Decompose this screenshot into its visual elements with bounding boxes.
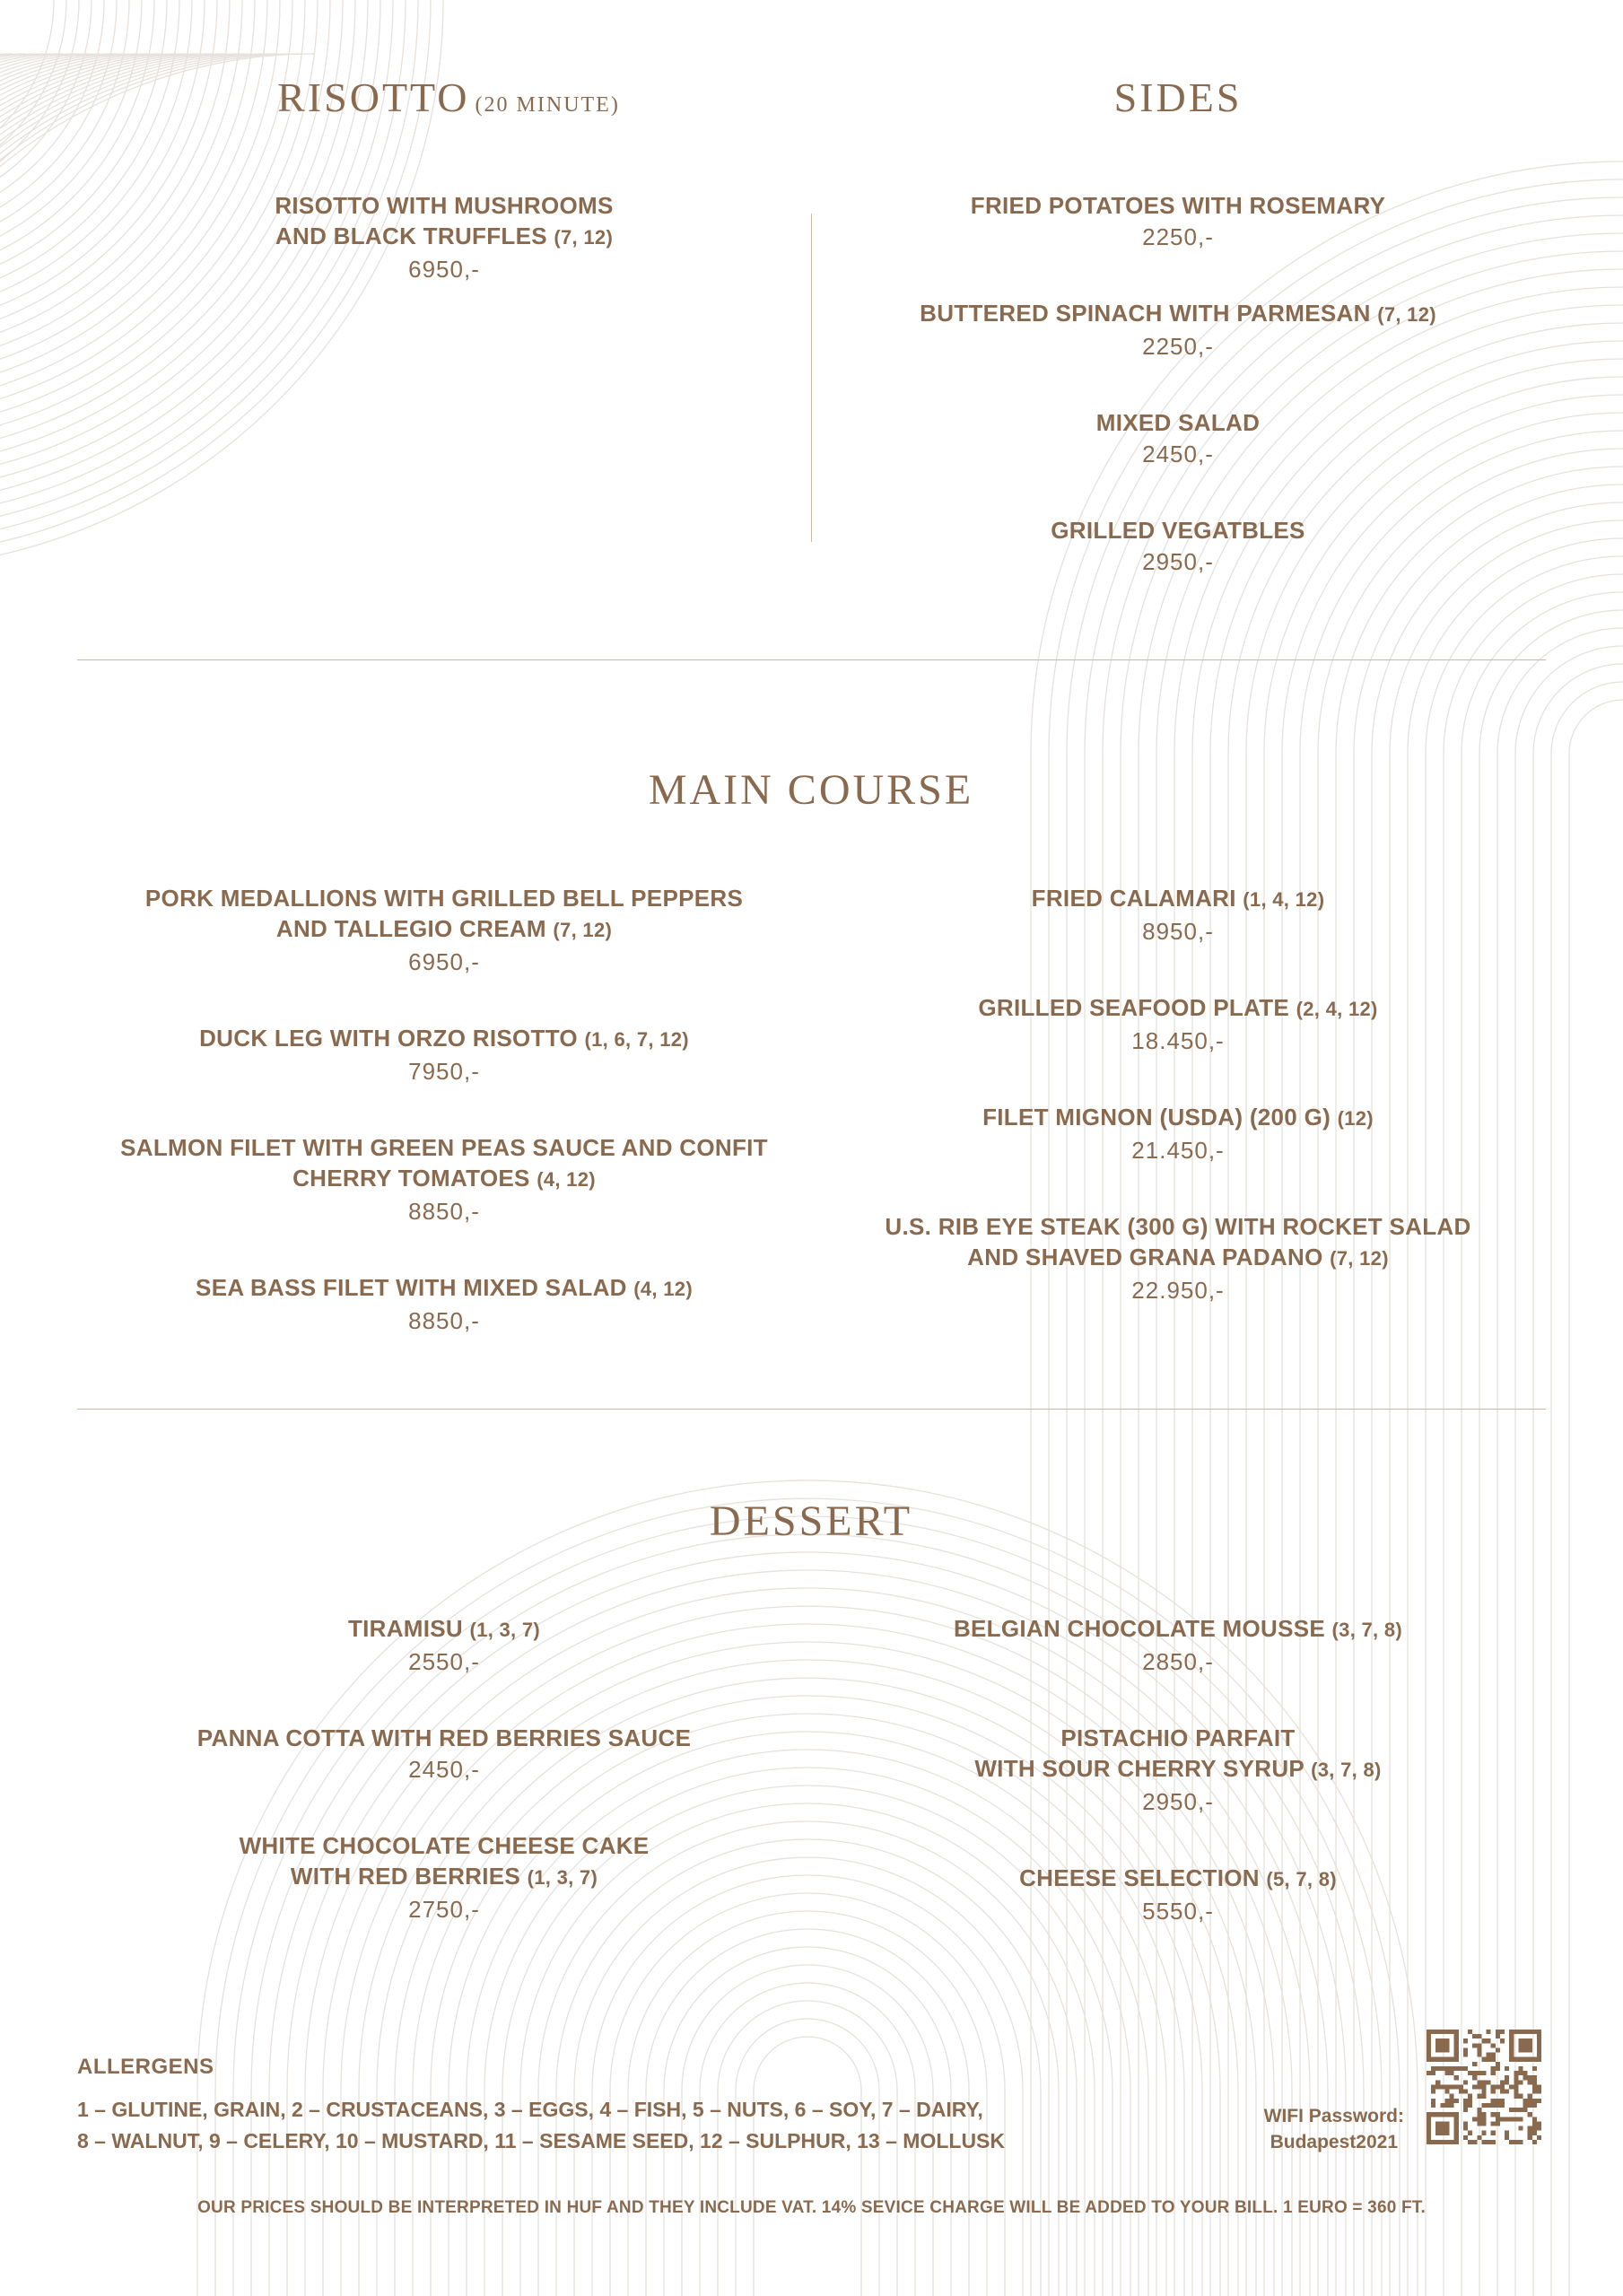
menu-item-price: 6950,- (408, 948, 480, 975)
menu-item (843, 190, 1513, 253)
menu-item (843, 407, 1513, 470)
menu-item-name (72, 1861, 816, 1893)
menu-item-allergens: (7, 12) (553, 919, 613, 941)
menu-item (135, 190, 754, 285)
menu-item-price: 8850,- (408, 1198, 480, 1225)
section-title-dessert (587, 1497, 1035, 1546)
menu-item-name (72, 1023, 816, 1055)
menu-item-price: 18.450,- (1131, 1027, 1225, 1054)
risotto-items (135, 190, 754, 285)
menu-item-name-text: PORK MEDALLIONS WITH GRILLED BELL PEPPERS (144, 885, 744, 912)
menu-item (843, 1723, 1513, 1818)
menu-item-name (843, 1211, 1513, 1242)
menu-item-price: 5550,- (1142, 1898, 1214, 1925)
menu-item-name-text: PANNA COTTA WITH RED BERRIES SAUCE (196, 1724, 692, 1751)
menu-item-name-text: SEA BASS FILET WITH MIXED SALAD (196, 1274, 627, 1301)
menu-item-name-text: CHEESE SELECTION (1019, 1864, 1260, 1891)
menu-item-name (843, 298, 1513, 330)
menu-item-name-text: FRIED CALAMARI (1031, 885, 1236, 912)
menu-item (72, 1723, 816, 1785)
menu-item-name (843, 1863, 1513, 1895)
menu-item-allergens: (4, 12) (537, 1168, 596, 1191)
sides-title: SIDES (1113, 74, 1243, 120)
section-title-sides (954, 74, 1402, 121)
menu-item-name-text: FRIED POTATOES WITH ROSEMARY (970, 192, 1386, 219)
menu-item-name (72, 1830, 816, 1861)
menu-item-price: 7950,- (408, 1058, 480, 1085)
menu-item-name-text: GRILLED VEGATBLES (1051, 517, 1305, 544)
menu-item-allergens: (4, 12) (633, 1278, 693, 1300)
price-footnote: OUR PRICES SHOULD BE INTERPRETED IN HUF AND THEY INCLUDE VAT. 14% SEVICE CHARGE WILL BE ADDED TO YOUR BILL. 1 EURO = 360 FT. (197, 2198, 1426, 2217)
menu-item-name-text: AND BLACK TRUFFLES (275, 223, 547, 249)
menu-item-name (843, 407, 1513, 438)
menu-item-name-text: TIRAMISU (347, 1615, 463, 1642)
menu-item-name-text: WITH SOUR CHERRY SYRUP (974, 1755, 1305, 1782)
sides-items (843, 190, 1513, 578)
menu-item (72, 883, 816, 978)
menu-item-name-text: BELGIAN CHOCOLATE MOUSSE (953, 1615, 1325, 1642)
main-course-title: MAIN COURSE (648, 766, 974, 814)
menu-item-name (72, 1723, 816, 1753)
menu-item-allergens: (7, 12) (554, 226, 614, 249)
menu-item-name-text: CHERRY TOMATOES (292, 1165, 530, 1192)
menu-item-name (843, 1102, 1513, 1134)
allergens-title: ALLERGENS (77, 2055, 214, 2079)
menu-item-name-text: AND TALLEGIO CREAM (275, 915, 546, 942)
menu-item-name (72, 1272, 816, 1305)
menu-item-price: 2750,- (408, 1896, 480, 1923)
menu-item-price: 2450,- (1142, 441, 1214, 467)
menu-item (72, 1830, 816, 1925)
menu-item-allergens: (2, 4, 12) (1296, 998, 1378, 1020)
menu-item-name-text: AND SHAVED GRANA PADANO (967, 1244, 1323, 1270)
menu-item-price: 2550,- (408, 1648, 480, 1675)
menu-item-name-text: WHITE CHOCOLATE CHEESE CAKE (239, 1832, 650, 1859)
qr-code-icon[interactable] (1427, 2030, 1541, 2144)
menu-item-allergens: (3, 7, 8) (1331, 1619, 1403, 1641)
allergens-legend (77, 2094, 1118, 2157)
menu-item-name-text: SALMON FILET WITH GREEN PEAS SAUCE AND CONFIT (120, 1134, 768, 1161)
menu-item-allergens: (1, 3, 7) (527, 1866, 598, 1889)
menu-item-name (843, 515, 1513, 546)
menu-item-allergens: (1, 4, 12) (1243, 888, 1325, 911)
dessert-left-items (72, 1613, 816, 1925)
wifi-info (1264, 2103, 1404, 2155)
menu-item-name (843, 883, 1513, 915)
menu-item-allergens: (7, 12) (1330, 1247, 1389, 1270)
menu-item-allergens: (5, 7, 8) (1266, 1868, 1337, 1890)
menu-item-allergens: (12) (1337, 1107, 1374, 1130)
menu-item-allergens: (3, 7, 8) (1311, 1759, 1382, 1781)
menu-item-price: 2250,- (1142, 223, 1214, 250)
menu-item-name-text: RISOTTO WITH MUSHROOMS (275, 192, 614, 219)
menu-item (843, 298, 1513, 362)
menu-item-name (843, 1753, 1513, 1785)
menu-item (72, 1613, 816, 1678)
menu-item-name-text: PISTACHIO PARFAIT (1060, 1724, 1296, 1751)
main-course-right-items (843, 883, 1513, 1306)
menu-item-name (843, 1242, 1513, 1274)
allergens-line-2: 8 – WALNUT, 9 – CELERY, 10 – MUSTARD, 11 – SESAME SEED, 12 – SULPHUR, 13 – MOLLUSK (77, 2129, 1006, 2152)
menu-item-name-text: GRILLED SEAFOOD PLATE (978, 994, 1290, 1021)
menu-item-name (72, 1613, 816, 1646)
menu-item-name (72, 883, 816, 913)
wifi-password: Budapest2021 (1270, 2132, 1399, 2152)
menu-item-name-text: BUTTERED SPINACH WITH PARMESAN (920, 300, 1371, 327)
dessert-title: DESSERT (709, 1497, 913, 1545)
menu-item-allergens: (1, 6, 7, 12) (584, 1028, 689, 1051)
menu-item (843, 883, 1513, 947)
menu-item (843, 992, 1513, 1057)
menu-item-allergens: (1, 3, 7) (469, 1619, 541, 1641)
menu-item-price: 6950,- (408, 256, 480, 283)
menu-item (843, 1102, 1513, 1166)
menu-item (843, 515, 1513, 578)
menu-item (843, 1211, 1513, 1306)
risotto-title: RISOTTO (277, 74, 470, 120)
menu-item-price: 8850,- (408, 1307, 480, 1334)
menu-item-price: 2850,- (1142, 1648, 1214, 1675)
menu-item-name (72, 1132, 816, 1163)
column-divider (811, 214, 812, 542)
wifi-label: WIFI Password: (1263, 2106, 1404, 2126)
menu-item-price: 2950,- (1142, 548, 1214, 575)
main-course-left-items (72, 883, 816, 1337)
menu-item-name (843, 1613, 1513, 1646)
section-divider-1 (77, 659, 1546, 660)
menu-item-name (843, 992, 1513, 1025)
menu-item-price: 2450,- (408, 1756, 480, 1783)
menu-item-name (135, 190, 754, 221)
menu-item-name-text: FILET MIGNON (USDA) (200 G) (982, 1104, 1331, 1131)
menu-item (843, 1863, 1513, 1927)
section-title-risotto (224, 74, 673, 121)
menu-item (72, 1272, 816, 1337)
menu-item-name-text: WITH RED BERRIES (290, 1863, 521, 1890)
menu-item-price: 22.950,- (1131, 1277, 1225, 1304)
menu-item-name (135, 221, 754, 253)
menu-item (72, 1023, 816, 1087)
menu-item-price: 21.450,- (1131, 1137, 1225, 1164)
menu-item-name (843, 190, 1513, 221)
section-title-main-course (497, 765, 1125, 815)
menu-item-name (72, 913, 816, 946)
menu-item (72, 1132, 816, 1227)
section-divider-2 (77, 1409, 1546, 1410)
menu-item-name-text: U.S. RIB EYE STEAK (300 G) WITH ROCKET SALAD (885, 1213, 1471, 1240)
menu-item-name (843, 1723, 1513, 1753)
menu-item (843, 1613, 1513, 1678)
menu-item-allergens: (7, 12) (1377, 303, 1436, 326)
menu-item-price: 2950,- (1142, 1788, 1214, 1815)
menu-item-price: 8950,- (1142, 918, 1214, 945)
allergens-line-1: 1 – GLUTINE, GRAIN, 2 – CRUSTACEANS, 3 – EGGS, 4 – FISH, 5 – NUTS, 6 – SOY, 7 – DAIRY, (77, 2098, 983, 2121)
dessert-right-items (843, 1613, 1513, 1927)
risotto-note: (20 MINUTE) (475, 93, 620, 117)
menu-item-name-text: MIXED SALAD (1095, 409, 1261, 436)
menu-item-price: 2250,- (1142, 333, 1214, 360)
menu-item-name (72, 1163, 816, 1195)
menu-item-name-text: DUCK LEG WITH ORZO RISOTTO (199, 1025, 578, 1052)
